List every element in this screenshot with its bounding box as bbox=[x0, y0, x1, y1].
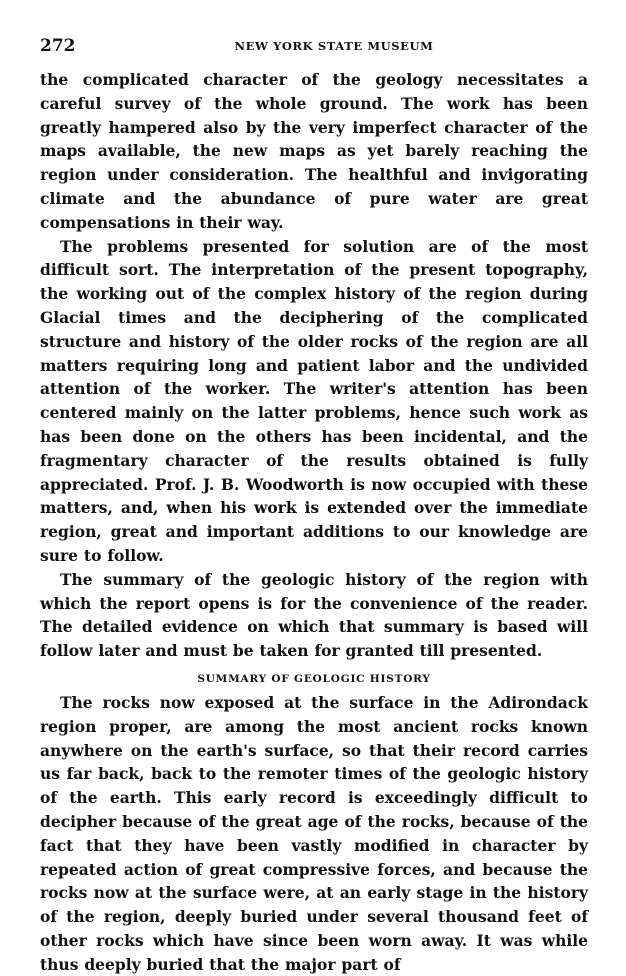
paragraph-problems: The problems presented for solution are of the most difficult sort. The interpretation of the present topography, the working out of the complex history of the region during Glacial times and the deciphering of the complicated structure and history of the older rocks of the region are all matters requiring long and patient labor and the undivided attention of the worker. The writer's attention has been centered mainly on the latter problems, hence such work as has been done on the others has been incidental, and the fragmentary character of the results obtained is fully appreciated. Prof. J. B. Woodworth is now occupied with these matters, and, when his work is extended over the immediate region, great and important additions to our knowledge are sure to follow. bbox=[40, 236, 588, 565]
page-number: 272 bbox=[40, 36, 76, 56]
paragraph-continued: the complicated character of the geology necessitates a careful survey of the whole ground. The work has been greatly hampered also by the very imperfect character of the maps available, the new maps as yet barely reaching the region under consideration. The healthful and invigorating climate and the abundance of pure water are great compensations in their way. bbox=[40, 70, 588, 232]
running-title: NEW YORK STATE MUSEUM bbox=[234, 39, 434, 53]
paragraph-geologic-history: The rocks now exposed at the surface in the Adirondack region proper, are among the most ancient rocks known anywhere on the earth's surface, so that their record carries us far back, back to the remoter times of the geologic history of the earth. This early record is exceedingly difficult to decipher because of the great age of the rocks, because of the fact that they have been vastly modified in character by repeated action of great compressive forces, and because the rocks now at the surface were, at an early stage in the history of the region, deeply buried under several thousand feet of other rocks which have since been worn away. It was while thus deeply buried that the major part of bbox=[40, 692, 588, 974]
paragraph-summary-note: The summary of the geologic history of the region with which the report opens is for the convenience of the reader. The detailed evidence on which that summary is based will follow later and must be taken for granted till presented. bbox=[40, 569, 588, 661]
running-head bbox=[40, 36, 588, 62]
section-heading: SUMMARY OF GEOLOGIC HISTORY bbox=[197, 672, 431, 685]
